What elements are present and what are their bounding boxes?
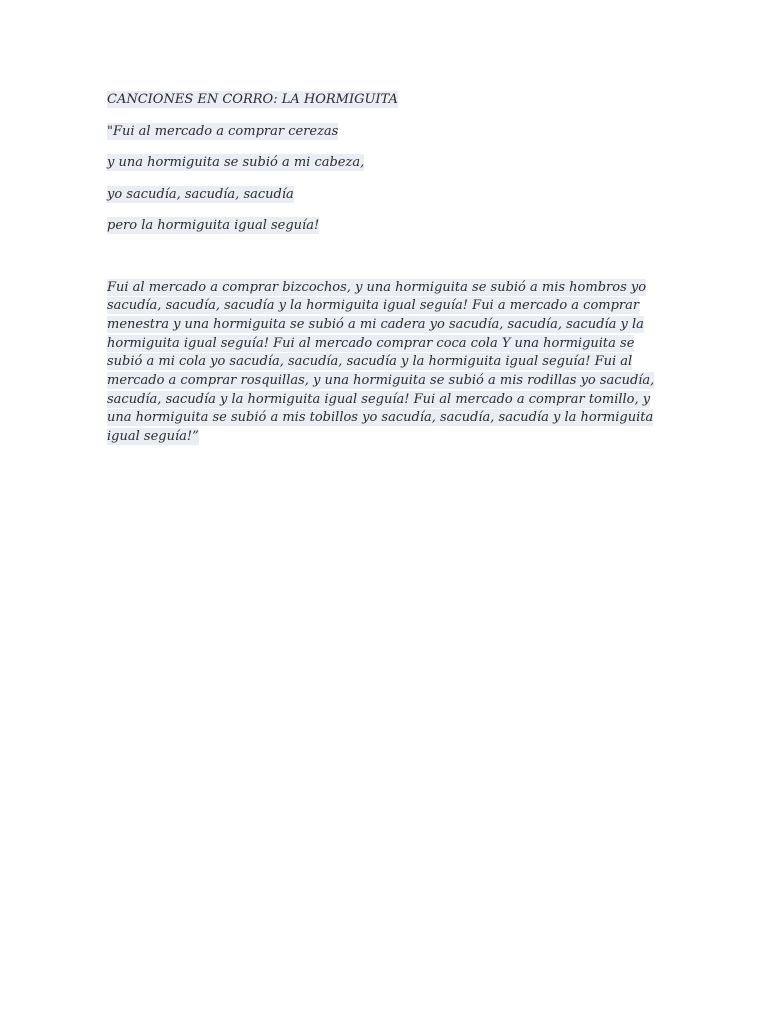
document-page [107,90,667,447]
body-paragraph [107,279,667,447]
verse-line-text: y una hormiguita se subió a mi cabeza, [107,155,365,170]
spacer [107,248,667,279]
verse-line-text: pero la hormiguita igual seguía! [107,218,320,233]
body-paragraph-text: Fui al mercado a comprar bizcochos, y una hormiguita se subió a mis hombros yo sacudía, sacudía, sacudía y la hormiguita igual seguía! Fui a mercado a comprar menestra y una hormiguita se subió a mi cadera yo sacudía, sacudía, sacudía y la hormiguita igual seguía! Fui al mercado comprar coca cola Y una hormiguita se subió a mi cola yo sacudía, sacudía, sacudía y la hormiguita igual seguía! Fui al mercado a comprar rosquillas, y una hormiguita se subió a mis rodillas yo sacudía, sacudía, sacudía y la hormiguita igual seguía! Fui al mercado a comprar tomillo, y una hormiguita se subió a mis tobillos yo sacudía, sacudía, sacudía y la hormiguita igual seguía!” [107,279,655,445]
verse-line [107,185,667,205]
song-title-line [107,90,667,110]
verse-line-text: yo sacudía, sacudía, sacudía [107,186,294,202]
verse-line [107,122,667,142]
song-title: CANCIONES EN CORRO: LA HORMIGUITA [107,92,398,107]
verse-line [107,153,667,173]
verse-line-text: "Fui al mercado a comprar cerezas [107,123,339,139]
verse-line [107,216,667,236]
